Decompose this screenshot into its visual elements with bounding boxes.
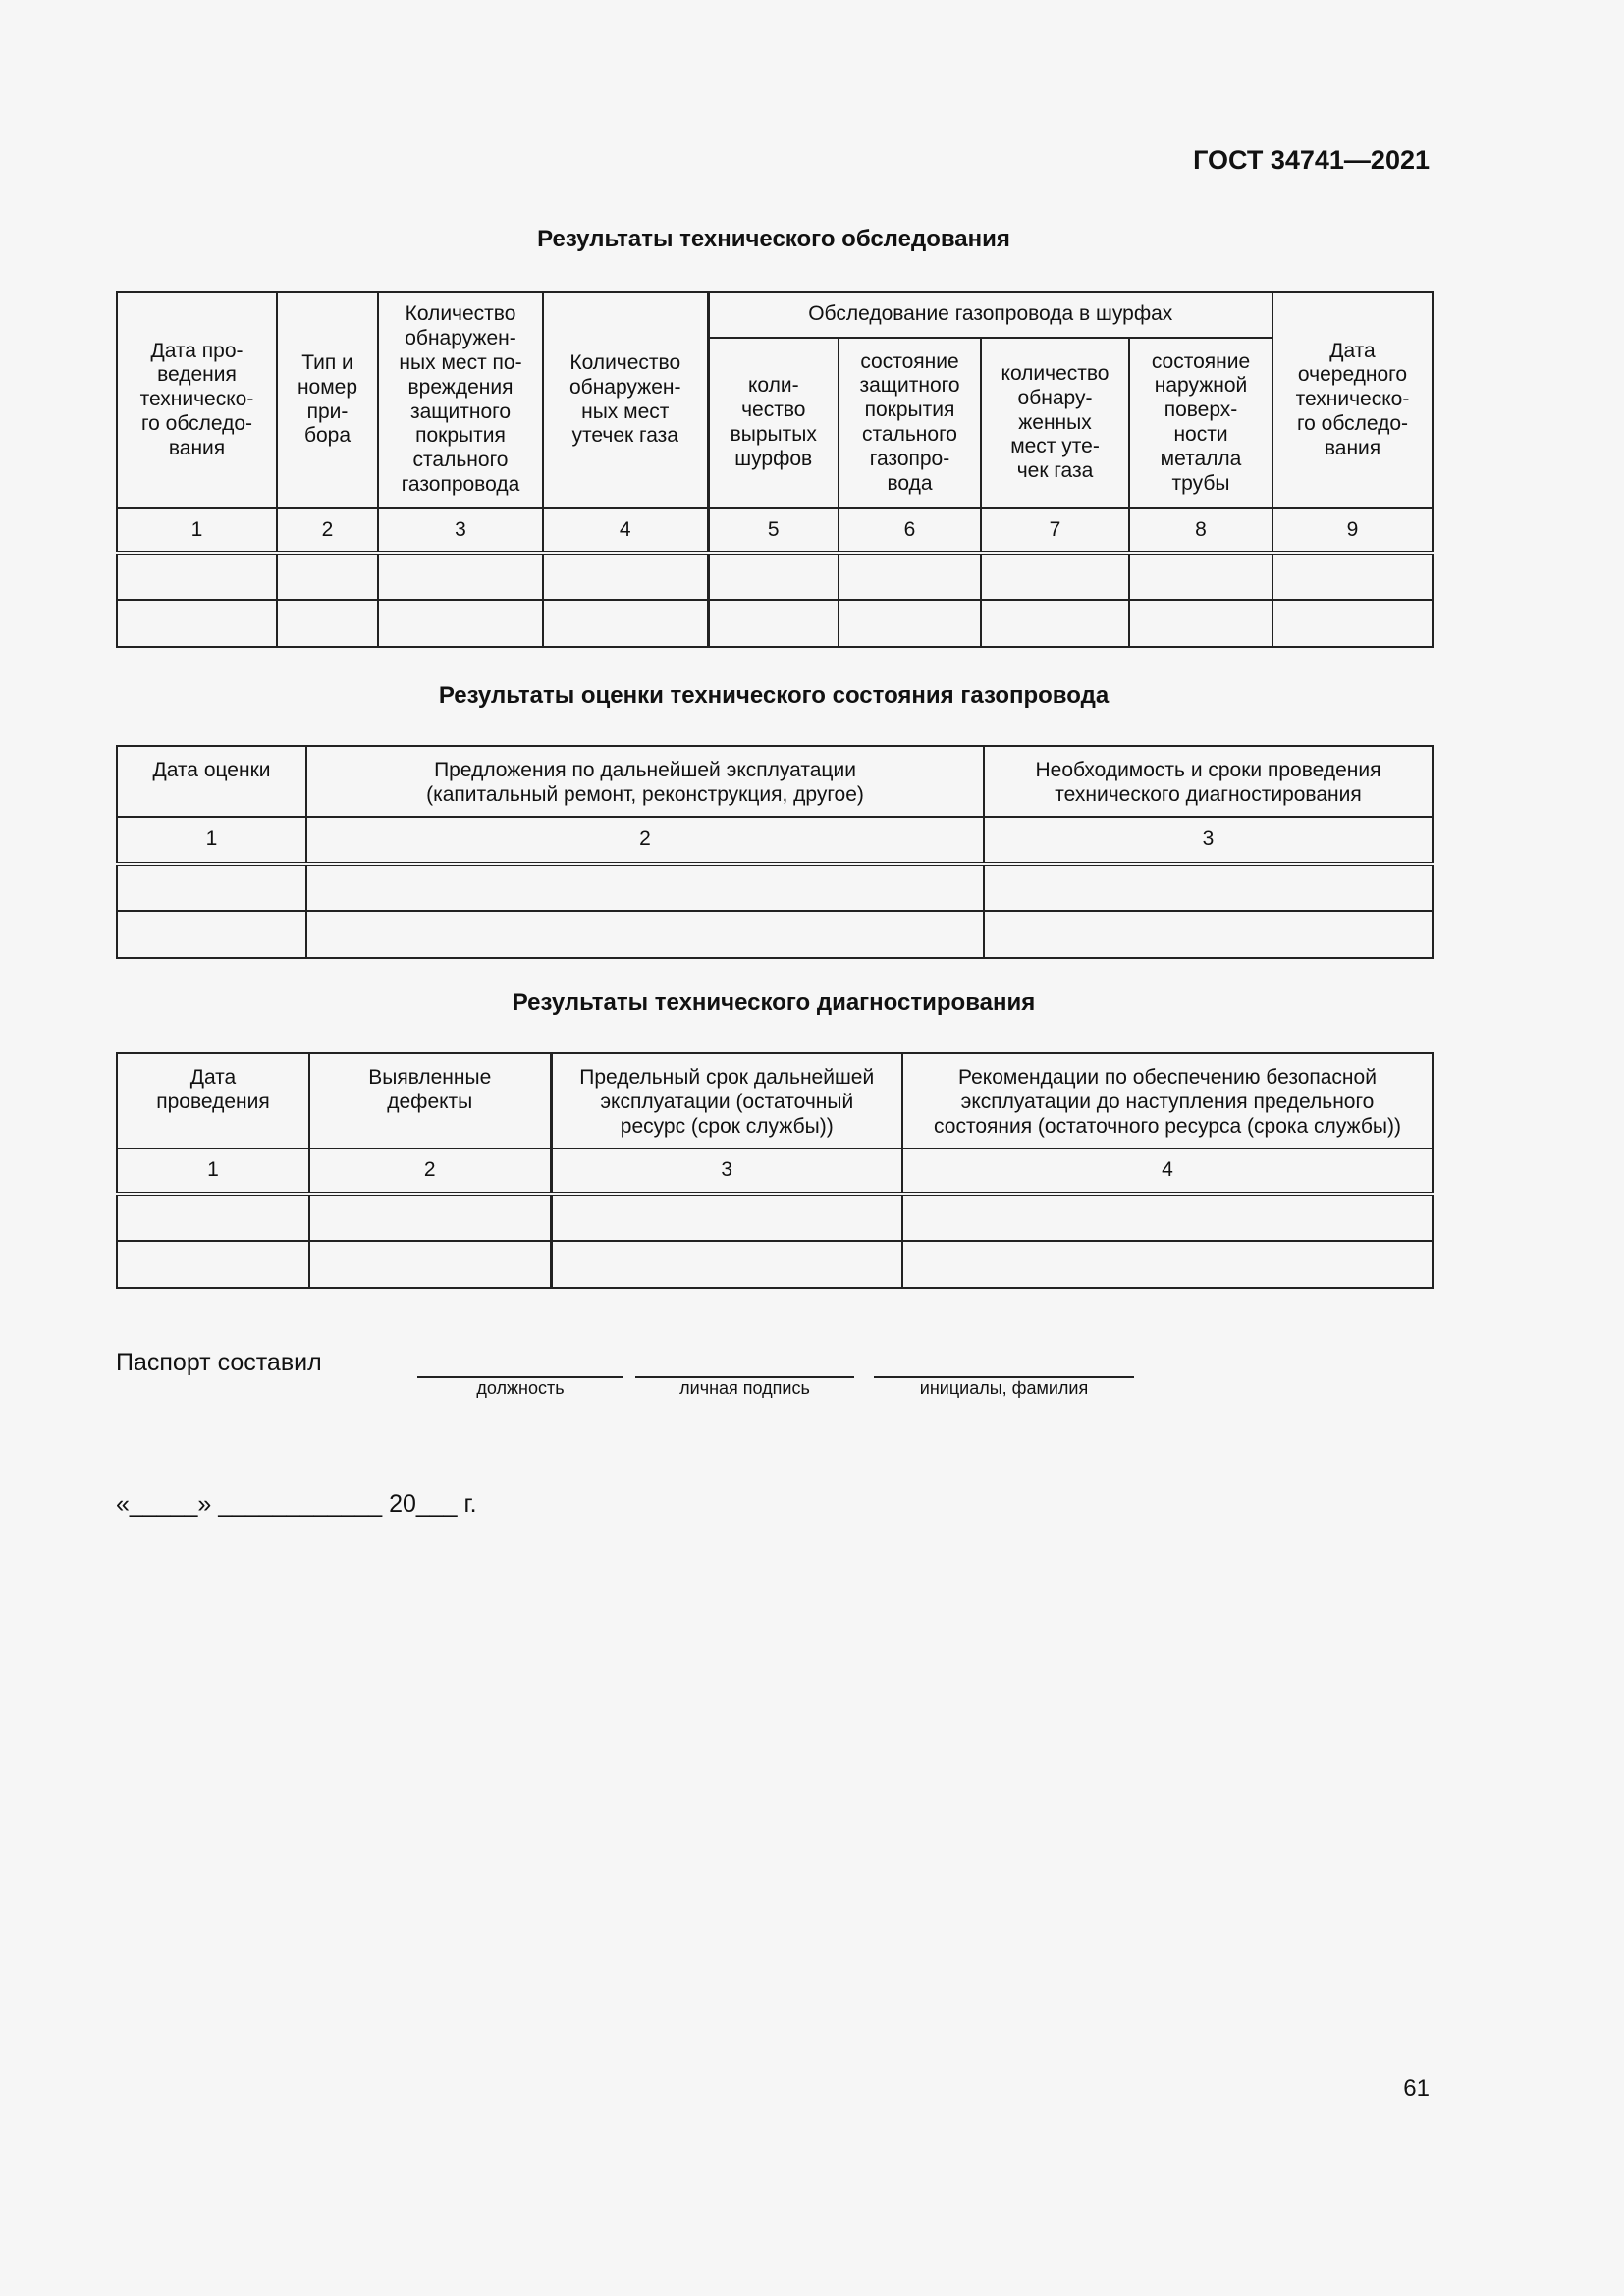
- survey-table: [116, 291, 1434, 648]
- survey-num-6: 6: [839, 508, 981, 553]
- assessment-col-2-header: Предложения по дальнейшей эксплуатации (капитальный ремонт, реконструкция, другое): [306, 746, 984, 817]
- survey-col-3-header: Количество обнаружен- ных мест по- вреждения защитного покрытия стального газопровода: [378, 292, 543, 508]
- assessment-table: [116, 745, 1434, 959]
- diagnostics-title: Результаты технического диагностирования: [512, 989, 1036, 1016]
- diagnostics-num-1: 1: [117, 1148, 309, 1194]
- survey-num-9: 9: [1272, 508, 1433, 553]
- survey-num-1: 1: [117, 508, 277, 553]
- position-caption: должность: [476, 1378, 565, 1398]
- survey-col-8-header: состояние наружной поверх- ности металла трубы: [1129, 338, 1272, 508]
- diagnostics-empty-row: [117, 1241, 1433, 1288]
- survey-col-5-header: коли- чество вырытых шурфов: [708, 338, 839, 508]
- signature-label: Паспорт составил: [116, 1349, 322, 1376]
- survey-empty-row: [117, 553, 1433, 600]
- survey-col-9-header: Дата очередного техническо- го обследо- вания: [1272, 292, 1433, 508]
- diagnostics-col-2-header: Выявленные дефекты: [309, 1053, 551, 1148]
- assessment-num-3: 3: [984, 817, 1433, 864]
- survey-col-1-header: Дата про- ведения техническо- го обследо- вания: [117, 292, 277, 508]
- survey-empty-row: [117, 600, 1433, 647]
- survey-num-2: 2: [277, 508, 378, 553]
- document-code: ГОСТ 34741—2021: [1193, 145, 1430, 175]
- assessment-num-2: 2: [306, 817, 984, 864]
- survey-col-7-header: количество обнару- женных мест уте- чек газа: [981, 338, 1129, 508]
- survey-num-4: 4: [543, 508, 708, 553]
- survey-num-8: 8: [1129, 508, 1272, 553]
- diagnostics-num-4: 4: [902, 1148, 1433, 1194]
- diagnostics-col-1-header: Дата проведения: [117, 1053, 309, 1148]
- assessment-col-3-header: Необходимость и сроки проведения технического диагностирования: [984, 746, 1433, 817]
- diagnostics-num-3: 3: [551, 1148, 902, 1194]
- diagnostics-num-2: 2: [309, 1148, 551, 1194]
- survey-col-2-header: Тип и номер при- бора: [277, 292, 378, 508]
- date-line: «_____» ____________ 20___ г.: [116, 1490, 477, 1518]
- survey-num-3: 3: [378, 508, 543, 553]
- assessment-col-1-header: Дата оценки: [117, 746, 306, 817]
- signature-caption: личная подпись: [679, 1378, 810, 1398]
- survey-title: Результаты технического обследования: [537, 226, 1010, 252]
- assessment-empty-row: [117, 911, 1433, 958]
- assessment-empty-row: [117, 864, 1433, 911]
- survey-group-header: Обследование газопровода в шурфах: [708, 292, 1272, 338]
- name-caption: инициалы, фамилия: [919, 1378, 1089, 1398]
- diagnostics-empty-row: [117, 1194, 1433, 1241]
- survey-num-5: 5: [708, 508, 839, 553]
- assessment-num-1: 1: [117, 817, 306, 864]
- survey-col-4-header: Количество обнаружен- ных мест утечек газа: [543, 292, 708, 508]
- assessment-title: Результаты оценки технического состояния газопровода: [438, 682, 1110, 709]
- diagnostics-col-4-header: Рекомендации по обеспечению безопасной эксплуатации до наступления предельного состояния (остаточного ресурса (срока службы)): [902, 1053, 1433, 1148]
- diagnostics-table: [116, 1052, 1434, 1289]
- survey-num-7: 7: [981, 508, 1129, 553]
- survey-col-6-header: состояние защитного покрытия стального газопро- вода: [839, 338, 981, 508]
- page-number: 61: [1403, 2075, 1430, 2102]
- diagnostics-col-3-header: Предельный срок дальнейшей эксплуатации (остаточный ресурс (срок службы)): [551, 1053, 902, 1148]
